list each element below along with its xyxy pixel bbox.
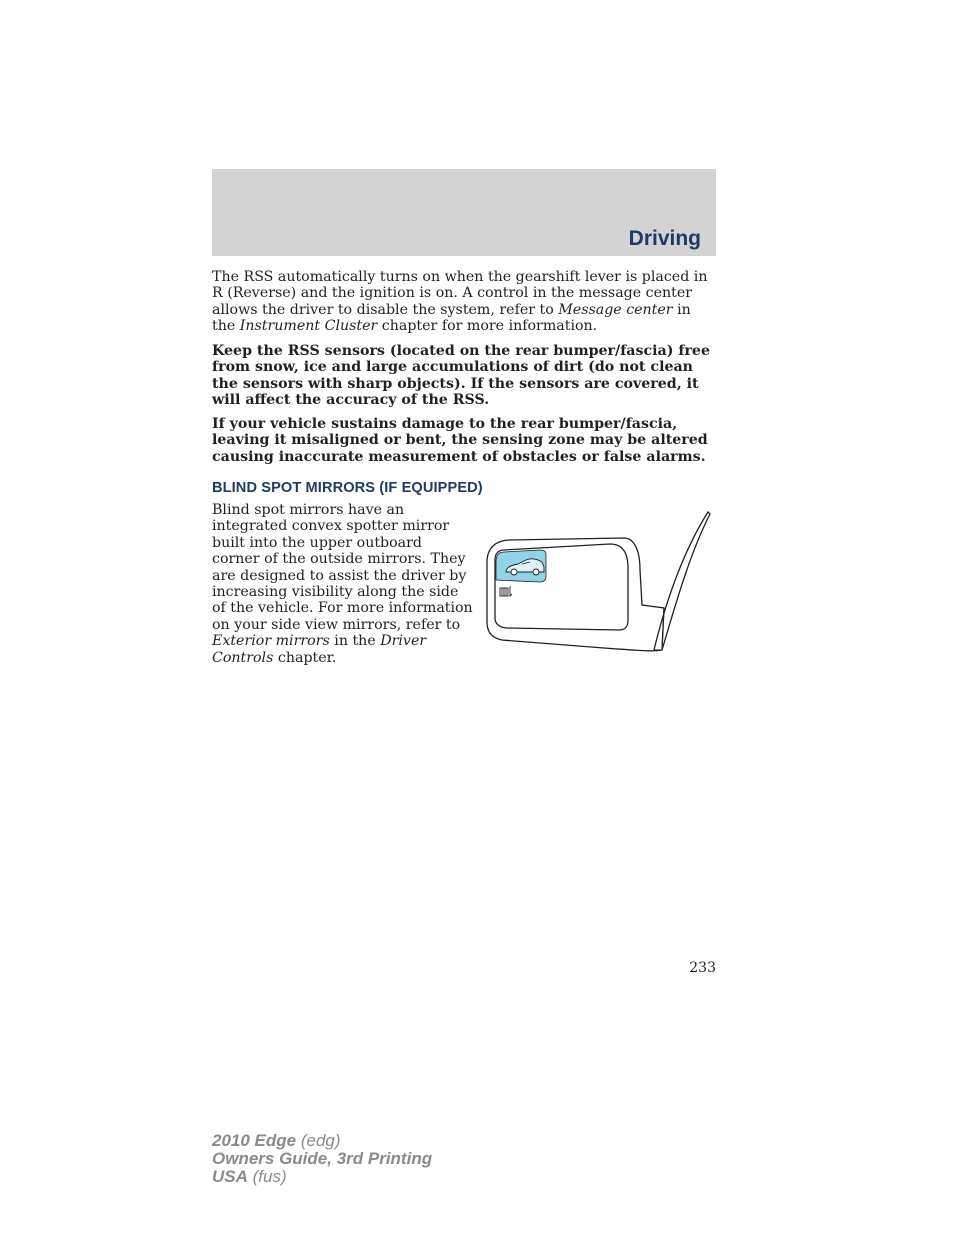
- paragraph-rss-activation: [212, 269, 717, 335]
- paragraph-text: in the: [212, 301, 691, 335]
- footer-line-market: USA (fus): [212, 1167, 287, 1186]
- paragraph-blind-spot-mirrors: [212, 502, 474, 666]
- warning-keep-sensors-clean: Keep the RSS sensors (located on the rear bumper/fascia) free from snow, ice and large accumulations of dirt (do not clean the sensors with sharp objects). If the sensors are covered, it will affect the accuracy of the RSS.: [212, 343, 710, 409]
- paragraph-text: Blind spot mirrors have an integrated convex spotter mirror built into the upper outboard corner of the outside mirrors. They are designed to assist the driver by increasing visibility along the side of the vehicle. For more information on your side view mirrors, refer to: [212, 502, 473, 633]
- footer-line-model: 2010 Edge (edg): [212, 1131, 341, 1150]
- section-title: Driving: [628, 227, 701, 250]
- paragraph-text: in the: [329, 633, 381, 650]
- reference-message-center: Message center: [558, 301, 673, 318]
- section-header-band: [212, 169, 716, 256]
- reference-exterior-mirrors: Exterior mirrors: [212, 633, 330, 650]
- footer-line-guide: Owners Guide, 3rd Printing: [212, 1149, 433, 1168]
- page-number: 233: [689, 960, 716, 976]
- paragraph-text: The RSS automatically turns on when the gearshift lever is placed in R (Reverse) and the ignition is on. A control in the message center allows the driver to disable the system, refer to: [212, 269, 708, 318]
- warning-bumper-damage: If your vehicle sustains damage to the rear bumper/fascia, leaving it misaligned or bent, the sensing zone may be altered causing inaccurate measurement of obstacles or false alarms.: [212, 416, 708, 465]
- paragraph-text: chapter for more information.: [377, 318, 598, 335]
- reference-instrument-cluster: Instrument Cluster: [239, 318, 378, 335]
- reference-driver-controls: Driver Controls: [212, 633, 427, 666]
- paragraph-text: chapter.: [273, 649, 337, 666]
- document-footer: [212, 1132, 432, 1186]
- side-mirror-illustration: [484, 510, 716, 665]
- heading-blind-spot-mirrors: BLIND SPOT MIRRORS (IF EQUIPPED): [212, 480, 483, 496]
